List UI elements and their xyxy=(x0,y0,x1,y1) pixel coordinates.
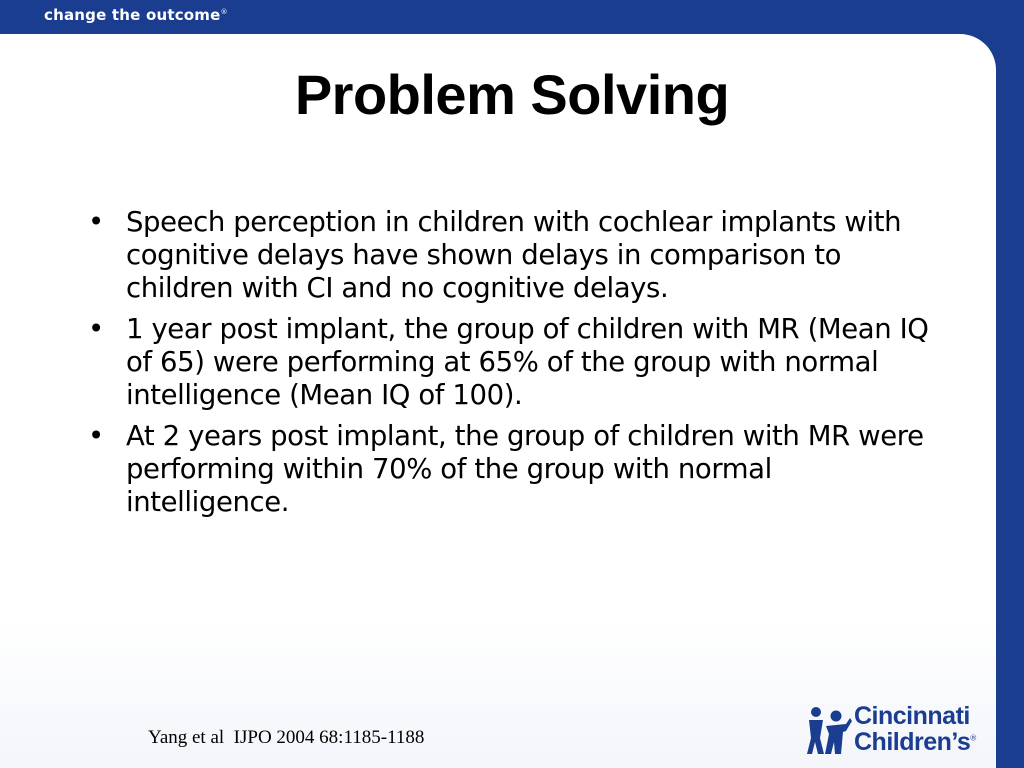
tagline-registered-mark: ® xyxy=(220,8,228,16)
bullet-marker: • xyxy=(88,206,104,238)
bullet-item xyxy=(86,206,936,305)
bullet-item xyxy=(86,313,936,412)
citation: Yang et al IJPO 2004 68:1185-1188 xyxy=(148,727,425,748)
logo-text-childrens-word: Children’s xyxy=(854,728,971,756)
slide-title: Problem Solving xyxy=(294,63,730,126)
bullet-text: At 2 years post implant, the group of children with MR were performing within 70% of the group with normal intelligence. xyxy=(126,420,924,518)
cincinnati-childrens-logo xyxy=(806,702,991,758)
bullet-text: 1 year post implant, the group of children with MR (Mean IQ of 65) were performing at 65% of the group with normal intelligence (Mean IQ of 100). xyxy=(126,313,929,411)
bullet-item xyxy=(86,420,936,519)
header-tagline xyxy=(44,6,228,24)
bullet-marker: • xyxy=(88,420,104,452)
tagline-text: change the outcome xyxy=(44,6,221,24)
logo-registered-mark: ® xyxy=(970,733,976,743)
logo-text-cincinnati: Cincinnati xyxy=(854,702,970,730)
bullet-text: Speech perception in children with cochlear implants with cognitive delays have shown delays in comparison to children with CI and no cognitive delays. xyxy=(126,206,902,304)
bullet-marker: • xyxy=(88,313,104,345)
bullet-list xyxy=(86,206,936,527)
logo-text-childrens xyxy=(854,728,976,757)
children-figures-icon xyxy=(806,704,852,756)
